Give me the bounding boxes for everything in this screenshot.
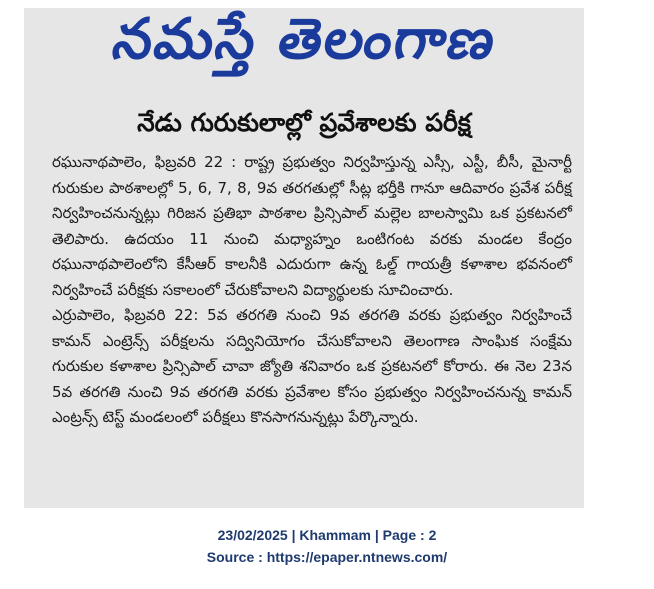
article-body [52,150,572,431]
article-paragraph: రఘునాథపాలెం, ఫిబ్రవరి 22 : రాష్ట్ర ప్రభుత్వం నిర్వహిస్తున్న ఎస్సీ, ఎస్టీ, బీసీ, మైనార్టీ గురుకుల పాఠశాలల్లో 5, 6, 7, 8, 9వ తరగతుల్లో సీట్ల భర్తీకి గానూ ఆదివారం ప్రవేశ పరీక్ష నిర్వహించనున్నట్లు గిరిజన ప్రతిభా పాఠశాల ప్రిన్సిపాల్ మల్లెల బాలస్వామి ఒక ప్రకటనలో తెలిపారు. ఉదయం 11 నుంచి మధ్యాహ్నం ఒంటిగంట వరకు మండల కేంద్రం రఘునాథపాలెంలోని కేసీఆర్ కాలనీకి ఎదురుగా ఉన్న ఓల్డ్ గాయత్రీ కళాశాల భవనంలో నిర్వహించే పరీక్షకు సకాలంలో చేరుకోవాలని విద్యార్థులకు సూచించారు. [52,153,572,299]
footer-source: Source : https://epaper.ntnews.com/ [206,549,448,565]
clipping-footer [0,524,654,568]
masthead-title: నమస్తే తెలంగాణ [108,6,503,72]
footer-date-edition: 23/02/2025 | Khammam | Page : 2 [217,527,437,543]
article-headline: నేడు గురుకులాల్లో ప్రవేశాలకు పరీక్ష [137,108,471,137]
newspaper-masthead [17,4,592,88]
article-paragraph: ఎర్రుపాలెం, ఫిబ్రవరి 22: 5వ తరగతి నుంచి 9వ తరగతి వరకు ప్రభుత్వం నిర్వహించే కామన్ ఎంట్రెన్స్ పరీక్షలను సద్వినియోగం చేసుకోవాలని తెలంగాణ సాంఘిక సంక్షేమ గురుకుల కళాశాల ప్రిన్సిపాల్ చావా జ్యోతి శనివారం ఒక ప్రకటనలో కోరారు. ఈ నెల 23న 5వ తరగతి నుంచి 9వ తరగతి వరకు ప్రవేశాల కోసం ప్రభుత్వం నిర్వహించనున్న కామన్ ఎంట్రన్స్ టెస్ట్ మండలంలో పరీక్షలు కొనసాగనున్నట్లు పేర్కొన్నారు. [52,306,572,426]
